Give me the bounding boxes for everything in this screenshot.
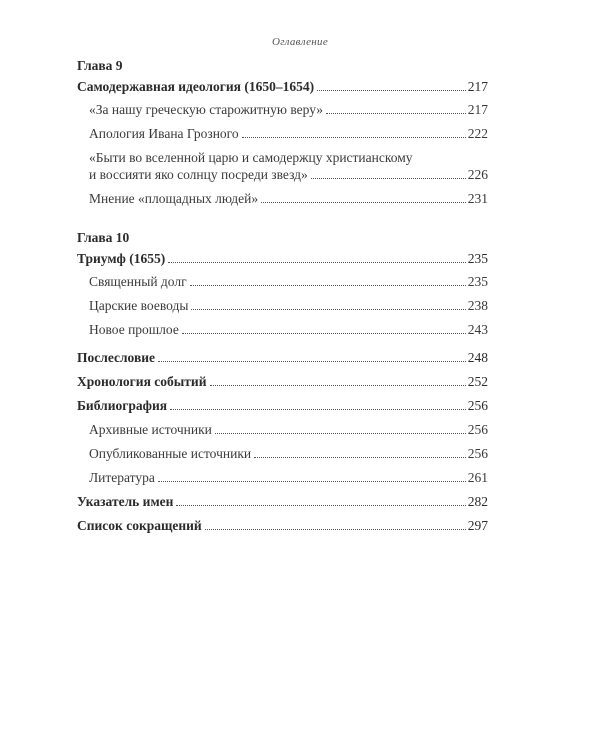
- dot-leader: [254, 457, 466, 458]
- toc-entry-page: 238: [467, 298, 488, 313]
- chapter-9-label: Глава 9: [77, 58, 123, 73]
- toc-entry-bibliography-sub-2[interactable]: [77, 445, 488, 463]
- toc-entry-page: 235: [467, 251, 488, 266]
- toc-entry-page: 217: [467, 102, 488, 117]
- toc-entry-title: Указатель имен: [77, 494, 174, 509]
- toc-entry-page: 222: [467, 126, 488, 141]
- toc-entry-title: Мнение «площадных людей»: [89, 191, 259, 206]
- toc-entry-page: 282: [467, 494, 488, 509]
- dot-leader: [176, 505, 465, 506]
- toc-entry-title: Литература: [89, 470, 155, 485]
- toc-entry-bibliography-sub-1[interactable]: [77, 421, 488, 439]
- dot-leader: [210, 385, 466, 386]
- toc-entry-title: Архивные источники: [89, 422, 212, 437]
- dot-leader: [158, 361, 466, 362]
- toc-entry-page: 256: [467, 446, 488, 461]
- toc-entry-title: «За нашу греческую старожитную веру»: [89, 102, 324, 117]
- dot-leader: [170, 409, 466, 410]
- toc-entry-page: 252: [467, 374, 488, 389]
- toc-entry-title: Хронология событий: [77, 374, 207, 389]
- toc-entry-page: 256: [467, 398, 488, 413]
- toc-entry-ch9-sub-1[interactable]: [77, 101, 488, 119]
- toc-entry-page: 226: [467, 167, 488, 182]
- toc-entry-ch9-sub-4[interactable]: [77, 190, 488, 208]
- dot-leader: [215, 433, 466, 434]
- toc-entry-title-line-1: «Быти во вселенной царю и самодержцу христианскому: [89, 150, 413, 165]
- toc-entry-chronology[interactable]: [77, 373, 488, 391]
- toc-entry-title: Библиография: [77, 398, 168, 413]
- toc-entry-page: 297: [467, 518, 488, 533]
- toc-entry-title-line-2: и воссияти яко солнцу посреди звезд»: [89, 167, 308, 182]
- dot-leader: [191, 309, 465, 310]
- dot-leader: [326, 113, 466, 114]
- toc-entry-title: Триумф (1655): [77, 251, 166, 266]
- dot-leader: [261, 202, 466, 203]
- dot-leader: [317, 90, 466, 91]
- toc-entry-page: 248: [467, 350, 488, 365]
- toc-entry-title: Апология Ивана Грозного: [89, 126, 239, 141]
- dot-leader: [242, 137, 466, 138]
- dot-leader: [158, 481, 466, 482]
- toc-entry-page: 243: [467, 322, 488, 337]
- toc-entry-title: Новое прошлое: [89, 322, 179, 337]
- toc-entry-ch9-sub-2[interactable]: [77, 125, 488, 143]
- toc-entry-bibliography[interactable]: [77, 397, 488, 415]
- running-head: Оглавление: [271, 36, 329, 48]
- toc-entry-title: Священный долг: [89, 274, 187, 289]
- toc-entry-title: Список сокращений: [77, 518, 202, 533]
- toc-entry-ch9-main[interactable]: [77, 78, 488, 96]
- toc-entry-ch9-sub-3[interactable]: [77, 149, 488, 184]
- toc-entry-page: 231: [467, 191, 488, 206]
- dot-leader: [168, 262, 465, 263]
- toc-entry-ch10-main[interactable]: [77, 250, 488, 268]
- toc-entry-ch10-sub-1[interactable]: [77, 273, 488, 291]
- dot-leader: [190, 285, 466, 286]
- toc-entry-title: Послесловие: [77, 350, 156, 365]
- toc-entry-afterword[interactable]: [77, 349, 488, 367]
- toc-entry-bibliography-sub-3[interactable]: [77, 469, 488, 487]
- dot-leader: [205, 529, 466, 530]
- dot-leader: [182, 333, 466, 334]
- toc-entry-page: 217: [467, 79, 488, 94]
- toc-entry-ch10-sub-3[interactable]: [77, 321, 488, 339]
- dot-leader: [311, 178, 466, 179]
- toc-entry-ch10-sub-2[interactable]: [77, 297, 488, 315]
- toc-entry-abbreviations[interactable]: [77, 517, 488, 535]
- toc-entry-title: Опубликованные источники: [89, 446, 252, 461]
- toc-entry-title: Самодержавная идеология (1650–1654): [77, 79, 315, 94]
- chapter-10-label: Глава 10: [77, 230, 130, 245]
- toc-entry-title: Царские воеводы: [89, 298, 189, 313]
- toc-entry-page: 261: [467, 470, 488, 485]
- toc-entry-index[interactable]: [77, 493, 488, 511]
- toc-entry-page: 256: [467, 422, 488, 437]
- toc-entry-page: 235: [467, 274, 488, 289]
- table-of-contents: [77, 58, 488, 541]
